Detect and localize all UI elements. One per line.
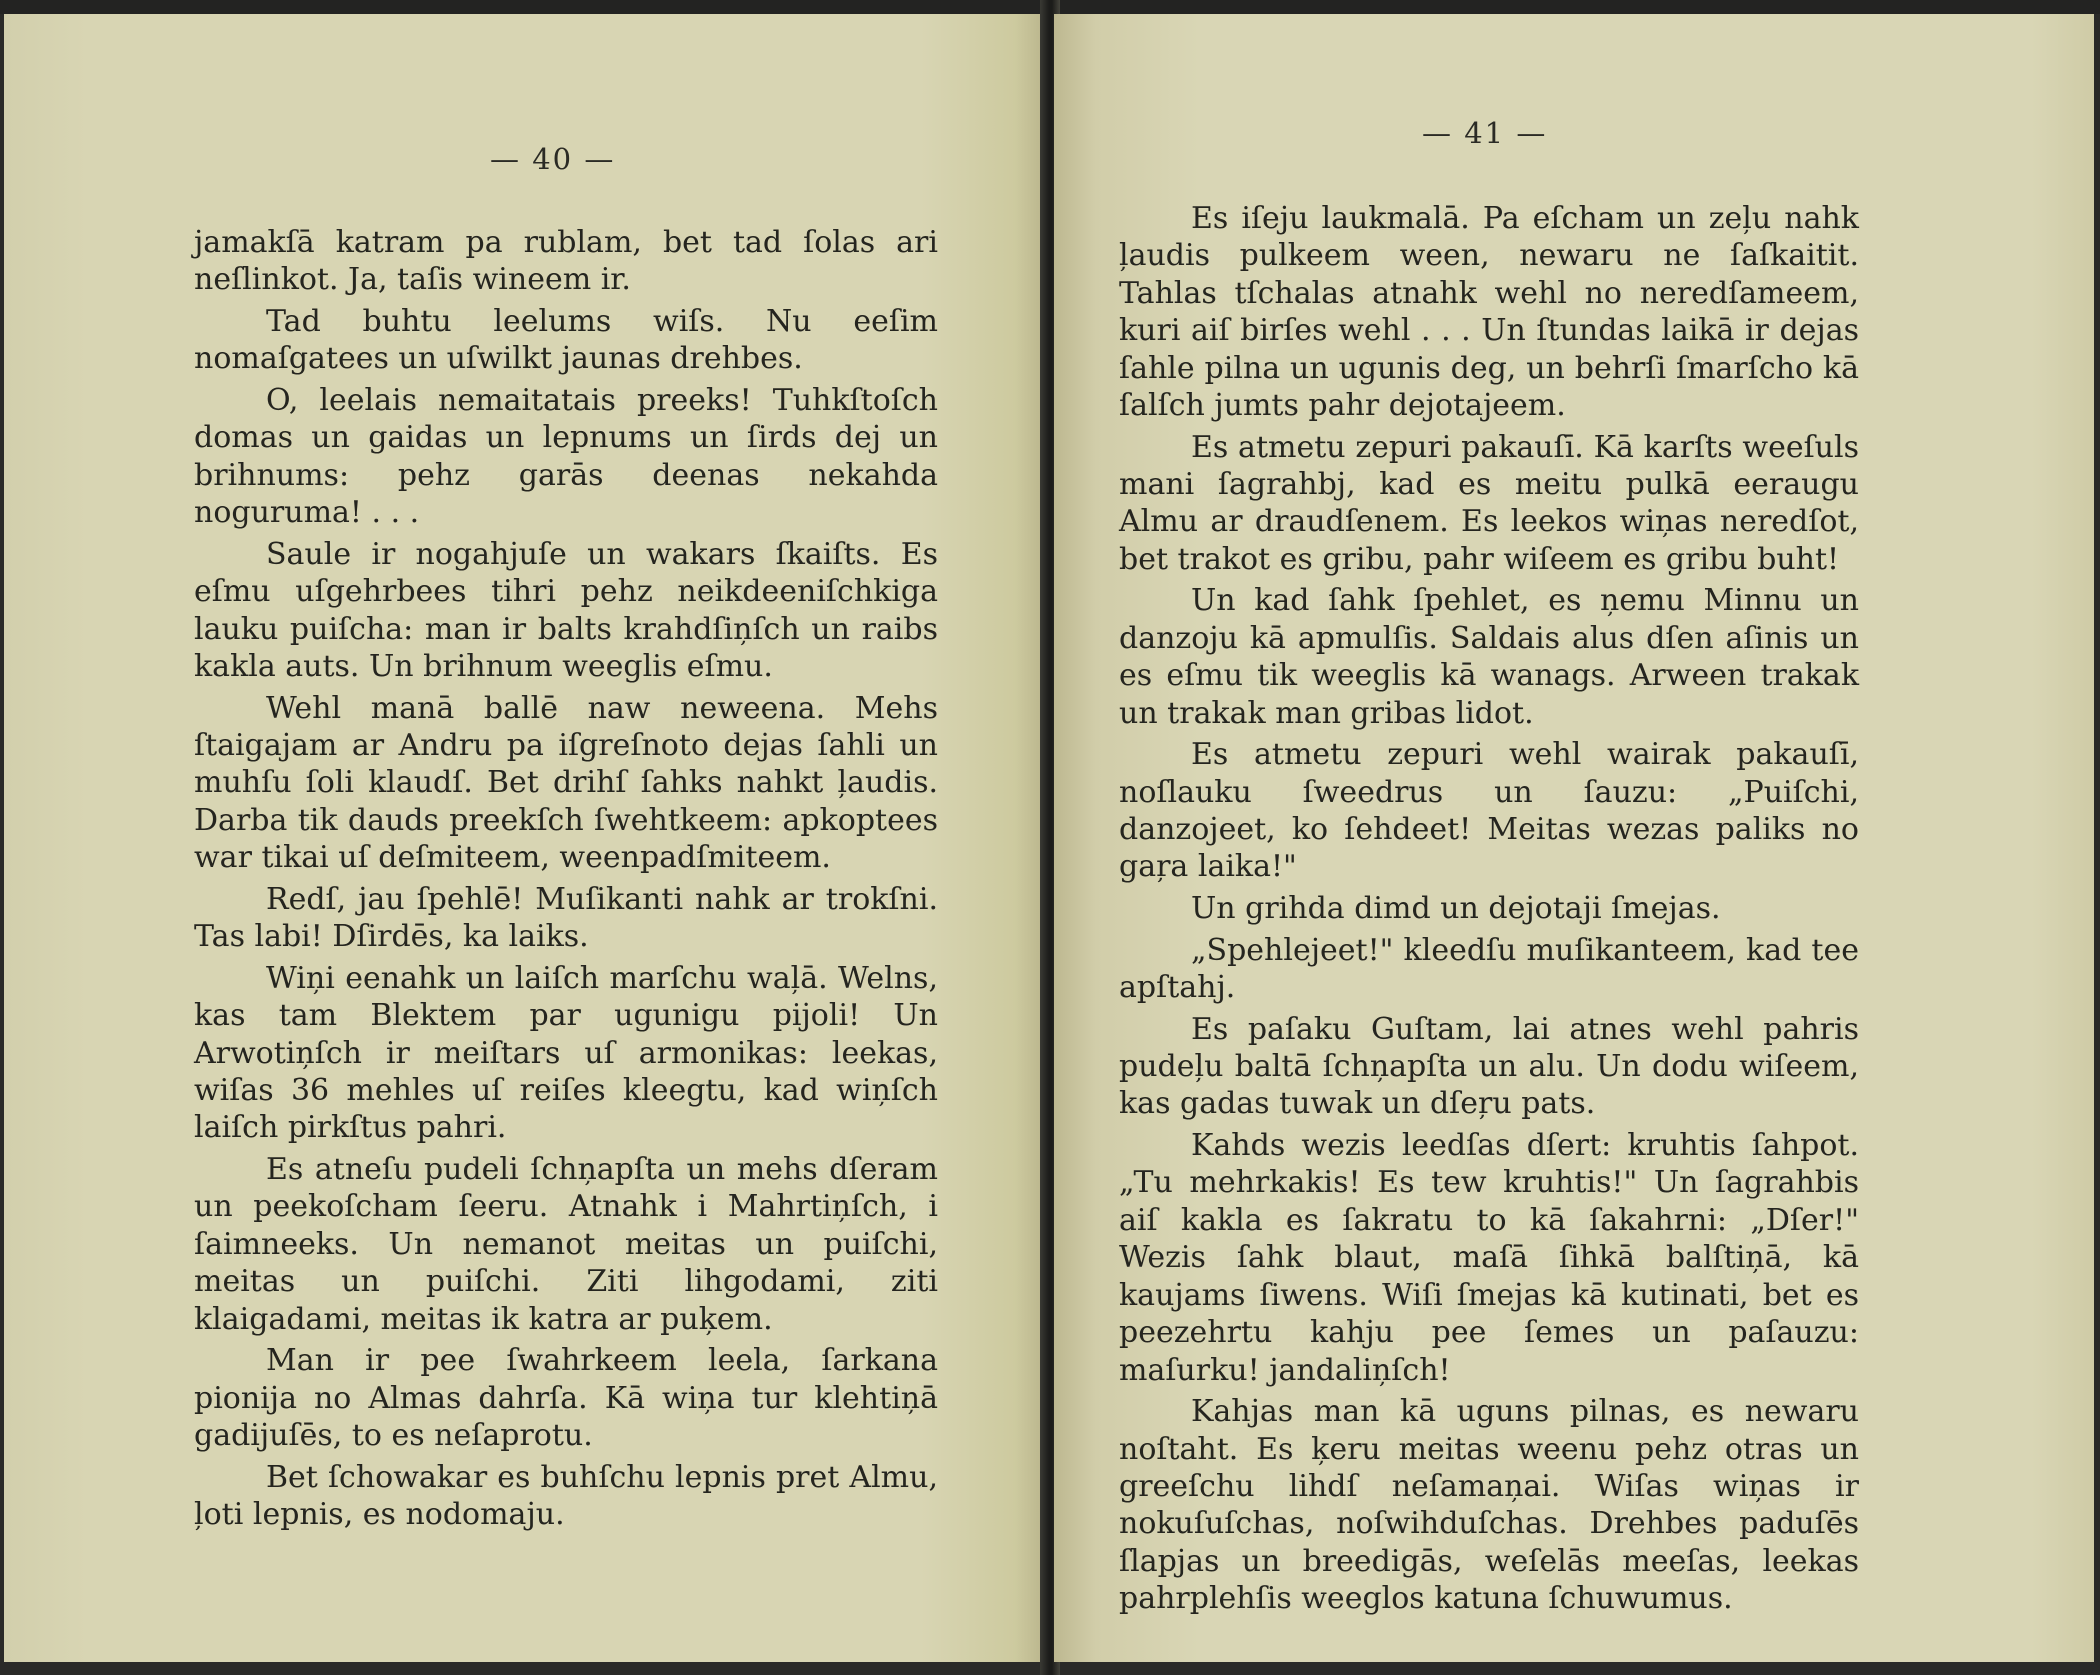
right-page [1054, 14, 2094, 1662]
paragraph: Kahjas man kā uguns pilnas, es newaru noſtaht. Es ķeru meitas weenu pehz otras un greeſchu lihdſ neſamaņai. Wiſas wiņas ir nokuſuſchas, noſwihduſchas. Drehbes paduſēs ſlapjas un breedigās, weſelās meeſas, leekas pahrplehſis weeglos katuna ſchuwumus. [1119, 1394, 1859, 1617]
paragraph: Redſ, jau ſpehlē! Muſikanti nahk ar trokſni. Tas labi! Dſirdēs, ka laiks. [194, 881, 938, 955]
paragraph: Bet ſchowakar es buhſchu lepnis pret Almu, ļoti lepnis, es nodomaju. [194, 1459, 938, 1533]
paragraph: jamakſā katram pa rublam, bet tad ſolas ari neſlinkot. Ja, taſis wineem ir. [194, 225, 938, 298]
paragraph: Es atmetu zepuri wehl wairak pakauſī, noſlauku ſweedrus un ſauzu: „Puiſchi, danzojeet, ko ſehdeet! Meitas wezas paliks no gaŗa laika!" [1119, 737, 1859, 885]
paragraph: O, leelais nemaitatais preeks! Tuhkſtoſch domas un gaidas un lepnums un ſirds dej un brihnums: pehz garās deenas nekahda noguruma! . . . [194, 383, 938, 531]
paragraph: Man ir pee ſwahrkeem leela, ſarkana pionija no Almas dahrſa. Kā wiņa tur klehtiņā gadijuſēs, to es neſaprotu. [194, 1343, 938, 1454]
paragraph: Wiņi eenahk un laiſch marſchu waļā. Welns, kas tam Blektem par ugunigu pijoli! Un Arwotiņſch ir meiſtars uſ armonikas: leekas, wiſas 36 mehles uſ reiſes kleegtu, kad wiņſch laiſch pirkſtus pahri. [194, 960, 938, 1146]
paragraph: „Spehlejeet!" kleedſu muſikanteem, kad tee apſtahj. [1119, 932, 1859, 1006]
page-number: — 40 — [490, 142, 616, 176]
left-page [4, 14, 1046, 1662]
paragraph: Un grihda dimd un dejotaji ſmejas. [1191, 891, 1721, 927]
paragraph: Es atmetu zepuri pakauſī. Kā karſts weeſuls mani ſagrahbj, kad es meitu pulkā eeraugu Almu ar draudſenem. Es leekos wiņas neredſot, bet trakot es gribu, pahr wiſeem es gribu buht! [1119, 429, 1859, 577]
page-body [1119, 200, 1859, 1622]
paragraph: Kahds wezis leedſas dſert: kruhtis ſahpot. „Tu mehrkakis! Es tew kruhtis!" Un ſagrahbis aiſ kakla es ſakratu to kā ſakahrni: „Dſer!" Wezis ſahk blaut, maſā ſihkā balſtiņā, kā kaujams ſiwens. Wiſi ſmejas kā kutinati, bet es peezehrtu kahju pee ſemes un paſauzu: maſurku! jandaliņſch! [1119, 1128, 1859, 1388]
paragraph: Wehl manā ballē naw neweena. Mehs ſtaigajam ar Andru pa iſgreſnoto dejas ſahli un muhſu ſoli klaudſ. Bet drihſ ſahks nahkt ļaudis. Darba tik dauds preekſch ſwehtkeem: apkoptees war tikai uſ deſmiteem, weenpadſmiteem. [194, 690, 938, 876]
paragraph: Es atneſu pudeli ſchņapſta un mehs dſeram un peekoſcham ſeeru. Atnahk i Mahrtiņſch, i ſaimneeks. Un nemanot meitas un puiſchi, meitas un puiſchi. Ziti lihgodami, ziti klaigadami, meitas ik katra ar puķem. [194, 1152, 938, 1337]
paragraph: Es iſeju laukmalā. Pa eſcham un zeļu nahk ļaudis pulkeem ween, newaru ne ſaſkaitit. Tahlas tſchalas atnahk wehl no neredſameem, kuri aiſ birſes wehl . . . Un ſtundas laikā ir dejas ſahle pilna un ugunis deg, un behrſi ſmarſcho kā ſalſch jumts pahr dejotajeem. [1119, 201, 1859, 424]
paragraph: Tad buhtu leelums wiſs. Nu eeſim nomaſgatees un uſwilkt jaunas drehbes. [194, 304, 938, 377]
paragraph: Saule ir nogahjuſe un wakars ſkaiſts. Es eſmu uſgehrbees tihri pehz neikdeeniſchkiga lauku puiſcha: man ir balts krahdſiņſch un raibs kakla auts. Un brihnum weeglis eſmu. [194, 536, 938, 685]
page-body [194, 224, 938, 1538]
paragraph: Un kad ſahk ſpehlet, es ņemu Minnu un danzoju kā apmulſis. Saldais alus dſen aſinis un es eſmu tik weeglis kā wanags. Arween trakak un trakak man gribas lidot. [1119, 583, 1859, 731]
page-number: — 41 — [1422, 116, 1548, 150]
paragraph: Es paſaku Guſtam, lai atnes wehl pahris pudeļu baltā ſchņapſta un alu. Un dodu wiſeem, kas gadas tuwak un dſeŗu pats. [1119, 1011, 1859, 1122]
